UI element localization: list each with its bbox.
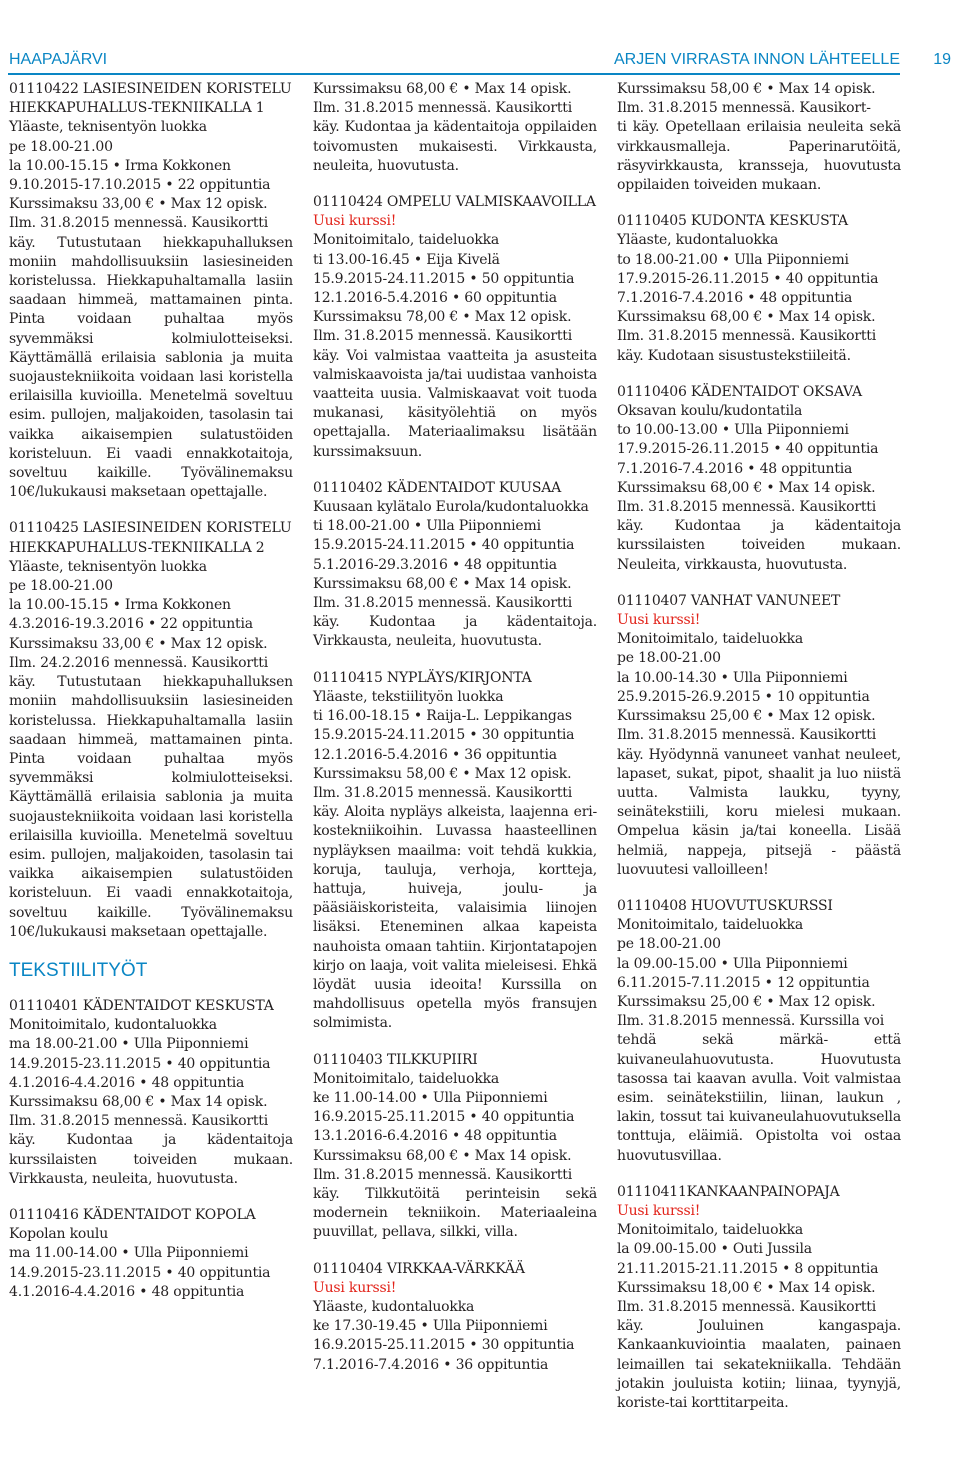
course-detail-line: Kurssimaksu 18,00 € • Max 14 opisk.	[617, 1279, 876, 1296]
course-detail-line: 17.9.2015-26.11.2015 • 40 oppituntia	[617, 441, 879, 458]
course-detail-line: Monitoimitalo, kudontaluokka	[9, 1017, 217, 1034]
course-detail-line: Monitoimitalo, taideluokka	[617, 917, 804, 934]
course-detail-line: Ilm. 31.8.2015 mennessä. Kausikortti	[617, 727, 876, 744]
course-detail-line: ke 11.00-14.00 • Ulla Piiponniemi	[313, 1089, 548, 1106]
course-description: käy. Kudontaa ja kädentaitoja oppilaiden toivomusten mukaisesti. Virkkausta, neuleita, huovutusta.	[313, 119, 597, 174]
course-detail-line: 7.1.2016-7.4.2016 • 48 oppituntia	[617, 460, 853, 477]
course-detail-line: Kurssimaksu 68,00 € • Max 14 opisk.	[313, 1147, 572, 1164]
course-detail-line: Monitoimitalo, taideluokka	[617, 1222, 804, 1239]
course-description: käy. Kudotaan sisustustekstiileitä.	[617, 347, 851, 364]
page-header	[9, 50, 951, 72]
course-detail-line: Yläaste, kudontaluokka	[617, 232, 779, 249]
course-detail-line: 25.9.2015-26.9.2015 • 10 oppituntia	[617, 688, 870, 705]
course-detail-line: Monitoimitalo, taideluokka	[617, 631, 804, 648]
course-detail-line: Ilm. 31.8.2015 mennessä. Kausikortti	[313, 1166, 572, 1183]
course-detail-line: Monitoimitalo, taideluokka	[313, 232, 500, 249]
course-detail-line: la 10.00-14.30 • Ulla Piiponniemi	[617, 669, 848, 686]
course-listing	[617, 592, 901, 880]
course-detail-line: pe 18.00-21.00	[617, 936, 721, 953]
course-detail-line: Ilm. 31.8.2015 mennessä. Kausikortti	[313, 100, 572, 117]
course-detail-line: la 10.00-15.15 • Irma Kokkonen	[9, 157, 231, 174]
course-detail-line: Kuusaan kylätalo Eurola/kudontaluokka	[313, 499, 589, 516]
course-description: ti käy. Opetellaan erilaisia neuleita sekä virkkausmalleja. Paperinarutöitä, räsyvirkkausta, kransseja, huovutusta oppilaiden toiveiden mukaan.	[617, 119, 901, 194]
course-detail-line: la 10.00-15.15 • Irma Kokkonen	[9, 597, 231, 614]
course-description: käy. Kudontaa ja kädentaitoja kurssilaisten toiveiden mukaan. Neuleita, virkkausta, huovutusta.	[617, 518, 901, 573]
course-listing	[313, 669, 597, 1034]
course-detail-line: Ilm. 31.8.2015 mennessä. Kausikortti	[9, 1113, 268, 1130]
course-listing	[313, 1260, 597, 1375]
course-detail-line: Monitoimitalo, taideluokka	[313, 1070, 500, 1087]
column-2	[313, 80, 597, 1392]
course-description: käy. Aloita nypläys alkeista, laajenna eri-kostekniikoihin. Luvassa haasteellinen nypläyksen maailma: voit tehdä kukkia, koruja, tauluja, verhoja, kortteja, hattuja, huiveja, joulu- ja pääsiäiskoristeita, valaisimia liinojen lisäksi. Eteneminen alkaa kapeista nauhoista omaan tahtiin. Kirjontatapojen kirjo on laaja, voit valita mieleisesi. Ehkä löydät uusia ideoita! Kurssilla on mahdollisuus opetella myös fransujen solmimista.	[313, 804, 597, 1032]
new-course-badge: Uusi kurssi!	[617, 612, 701, 629]
course-detail-line: Ilm. 31.8.2015 mennessä. Kurssilla voi	[617, 1013, 885, 1030]
course-title: 01110401 KÄDENTAIDOT KESKUSTA	[9, 997, 274, 1014]
course-title: 01110408 HUOVUTUSKURSSI	[617, 897, 833, 914]
course-listing	[617, 897, 901, 1166]
course-detail-line: 6.11.2015-7.11.2015 • 12 oppituntia	[617, 974, 870, 991]
course-detail-line: Kurssimaksu 68,00 € • Max 14 opisk.	[617, 479, 876, 496]
course-detail-line: 15.9.2015-24.11.2015 • 50 oppituntia	[313, 270, 575, 287]
course-detail-line: 9.10.2015-17.10.2015 • 22 oppituntia	[9, 177, 271, 194]
course-detail-line: 14.9.2015-23.11.2015 • 40 oppituntia	[9, 1055, 271, 1072]
course-detail-line: 13.1.2016-6.4.2016 • 48 oppituntia	[313, 1128, 557, 1145]
course-listing	[9, 519, 293, 941]
course-listing	[617, 383, 901, 575]
course-listing	[617, 1183, 901, 1413]
course-detail-line: Ilm. 31.8.2015 mennessä. Kausikortti	[617, 1298, 876, 1315]
course-detail-line: 16.9.2015-25.11.2015 • 30 oppituntia	[313, 1337, 575, 1354]
course-detail-line: to 10.00-13.00 • Ulla Piiponniemi	[617, 422, 849, 439]
course-detail-line: 15.9.2015-24.11.2015 • 40 oppituntia	[313, 537, 575, 554]
course-detail-line: Kurssimaksu 68,00 € • Max 14 opisk.	[9, 1093, 268, 1110]
course-description: tehdä sekä märkä- että kuivaneulahuovutusta. Huovutusta tasossa tai kaavan avulla. Voit valmistaa esim. seinätekstiilin, liinan, laukun , lakin, tossut tai kuivaneulahuovutuksella tonttuja, eläimiä. Opistolta voi ostaa huovutusvillaa.	[617, 1032, 901, 1164]
column-1	[9, 80, 293, 1319]
course-detail-line: Kurssimaksu 58,00 € • Max 12 opisk.	[313, 765, 572, 782]
course-listing	[617, 212, 901, 366]
course-title: 01110405 KUDONTA KESKUSTA	[617, 213, 848, 230]
section-heading: TEKSTIILITYÖT	[9, 959, 148, 981]
course-description: käy. Kudontaa ja kädentaitoja. Virkkausta, neuleita, huovutusta.	[313, 614, 597, 650]
new-course-badge: Uusi kurssi!	[313, 1279, 397, 1296]
course-detail-line: Ilm. 31.8.2015 mennessä. Kausikort-	[617, 100, 871, 117]
course-detail-line: 21.11.2015-21.11.2015 • 8 oppituntia	[617, 1260, 879, 1277]
course-description: käy. Tilkkutöitä perinteisin sekä modernein tekniikoin. Materiaaleina puuvillat, pellava, silkki, villa.	[313, 1185, 597, 1241]
course-listing	[9, 1206, 293, 1302]
course-listing	[617, 80, 901, 195]
course-detail-line: ma 18.00-21.00 • Ulla Piiponniemi	[9, 1036, 249, 1053]
page-number: 19	[933, 51, 951, 68]
course-detail-line: 12.1.2016-5.4.2016 • 60 oppituntia	[313, 290, 557, 307]
course-detail-line: 4.3.2016-19.3.2016 • 22 oppituntia	[9, 616, 253, 633]
course-detail-line: 15.9.2015-24.11.2015 • 30 oppituntia	[313, 727, 575, 744]
course-description: käy. Tutustutaan hiekkapuhalluksen moniin mahdollisuuksiin lasiesineiden koristelussa. Hiekkapuhaltamalla lasiin saadaan himmeä, mattamainen pinta. Pinta voidaan puhaltaa myös syvemmäksi kolmiulotteiseksi. Käyttämällä erilaisia sablonia ja muita suojaustekniikoita voidaan lasi koristella erilaisilla kuvioilla. Menetelmä soveltuu esim. pullojen, maljakoiden, tasolasin tai vaikka aikaisempien sulatustöiden koristeluun. Ei vaadi ennakkotaitoja, soveltuu kaikille. Työvälinemaksu 10€/lukukausi maksetaan opettajalle.	[9, 674, 293, 940]
course-title: 01110425 LASIESINEIDEN KORISTELU HIEKKAPUHALLUS-TEKNIIKALLA 2	[9, 520, 292, 556]
course-title: 01110404 VIRKKAA-VÄRKKÄÄ	[313, 1260, 525, 1277]
course-detail-line: Kurssimaksu 68,00 € • Max 14 opisk.	[313, 575, 572, 592]
course-detail-line: 4.1.2016-4.4.2016 • 48 oppituntia	[9, 1283, 245, 1300]
course-detail-line: Ilm. 31.8.2015 mennessä. Kausikortti	[313, 595, 572, 612]
course-detail-line: Kurssimaksu 68,00 € • Max 14 opisk.	[617, 309, 876, 326]
course-detail-line: Oksavan koulu/kudontatila	[617, 403, 803, 420]
course-detail-line: 16.9.2015-25.11.2015 • 40 oppituntia	[313, 1109, 575, 1126]
course-detail-line: la 09.00-15.00 • Ulla Piiponniemi	[617, 955, 848, 972]
course-detail-line: 4.1.2016-4.4.2016 • 48 oppituntia	[9, 1074, 245, 1091]
course-title: 01110424 OMPELU VALMISKAAVOILLA	[313, 194, 596, 211]
course-detail-line: Kurssimaksu 25,00 € • Max 12 opisk.	[617, 708, 876, 725]
course-detail-line: Yläaste, teknisentyön luokka	[9, 119, 207, 136]
course-description: käy. Tutustutaan hiekkapuhalluksen moniin mahdollisuuksiin lasiesineiden koristelussa. Hiekkapuhaltamalla lasiin saadaan himmeä, mattamainen pinta. Pinta voidaan puhaltaa myös syvemmäksi kolmiulotteiseksi. Käyttämällä erilaisia sablonia ja muita suojaustekniikoita voidaan lasi koristella erilaisilla kuvioilla. Menetelmä soveltuu esim. pullojen, maljakoiden, tasolasin tai vaikka aikaisempien sulatustöiden koristeluun. Ei vaadi ennakkotaitoja, soveltuu kaikille. Työvälinemaksu 10€/lukukausi maksetaan opettajalle.	[9, 234, 293, 501]
course-listing	[313, 80, 597, 176]
course-detail-line: Yläaste, kudontaluokka	[313, 1298, 475, 1315]
course-detail-line: 7.1.2016-7.4.2016 • 36 oppituntia	[313, 1356, 549, 1373]
header-location: HAAPAJÄRVI	[9, 51, 108, 68]
course-detail-line: ti 16.00-18.15 • Raija-L. Leppikangas	[313, 708, 572, 725]
course-title: 01110416 KÄDENTAIDOT KOPOLA	[9, 1206, 256, 1223]
course-detail-line: la 09.00-15.00 • Outi Jussila	[617, 1241, 812, 1258]
course-detail-line: Yläaste, tekstiilityön luokka	[313, 688, 504, 705]
course-detail-line: Ilm. 24.2.2016 mennessä. Kausikortti	[9, 654, 268, 671]
header-slogan: ARJEN VIRRASTA INNON LÄHTEELLE	[614, 51, 900, 68]
course-listing	[313, 479, 597, 652]
course-detail-line: ke 17.30-19.45 • Ulla Piiponniemi	[313, 1318, 548, 1335]
course-detail-line: to 18.00-21.00 • Ulla Piiponniemi	[617, 251, 849, 268]
course-detail-line: Kurssimaksu 33,00 € • Max 12 opisk.	[9, 196, 268, 213]
course-detail-line: Kopolan koulu	[9, 1226, 109, 1243]
course-detail-line: 5.1.2016-29.3.2016 • 48 oppituntia	[313, 556, 557, 573]
new-course-badge: Uusi kurssi!	[617, 1202, 701, 1219]
course-detail-line: Ilm. 31.8.2015 mennessä. Kausikortti	[617, 328, 876, 345]
course-title: 01110415 NYPLÄYS/KIRJONTA	[313, 669, 532, 686]
course-detail-line: Ilm. 31.8.2015 mennessä. Kausikortti	[617, 499, 876, 516]
course-listing	[313, 1051, 597, 1243]
course-title: 01110402 KÄDENTAIDOT KUUSAA	[313, 479, 562, 496]
course-title: 01110406 KÄDENTAIDOT OKSAVA	[617, 383, 862, 400]
course-listing	[9, 997, 293, 1189]
new-course-badge: Uusi kurssi!	[313, 213, 397, 230]
course-detail-line: ma 11.00-14.00 • Ulla Piiponniemi	[9, 1245, 249, 1262]
course-detail-line: Yläaste, teknisentyön luokka	[9, 558, 207, 575]
course-listing	[313, 193, 597, 462]
course-detail-line: pe 18.00-21.00	[9, 578, 113, 595]
course-title: 01110411KANKAANPAINOPAJA	[617, 1183, 840, 1200]
course-detail-line: pe 18.00-21.00	[617, 650, 721, 667]
course-detail-line: Kurssimaksu 68,00 € • Max 14 opisk.	[313, 81, 572, 97]
course-detail-line: Ilm. 31.8.2015 mennessä. Kausikortti	[313, 328, 572, 345]
course-detail-line: ti 18.00-21.00 • Ulla Piiponniemi	[313, 518, 541, 535]
header-rule	[8, 73, 900, 75]
course-detail-line: 17.9.2015-26.11.2015 • 40 oppituntia	[617, 270, 879, 287]
course-detail-line: Kurssimaksu 58,00 € • Max 14 opisk.	[617, 81, 876, 97]
course-description: käy. Jouluinen kangaspaja. Kankaankuviointia maalaten, painaen leimaillen tai sekatekniikalla. Tehdään jotakin jouluista kotiin; liinaa, tyynyjä, koriste-tai korttitarpeita.	[617, 1318, 901, 1411]
course-description: käy. Kudontaa ja kädentaitoja kurssilaisten toiveiden mukaan. Virkkausta, neuleita, huovutusta.	[9, 1132, 293, 1187]
course-description: käy. Hyödynnä vanuneet vanhat neuleet, lapaset, sukat, pipot, shaalit ja luo niistä uutta. Valmista laukku, tyyny, seinätekstiili, koru mielesi mukaan. Ompelua käsin ja/tai koneella. Lisää helmiä, nappeja, pitsejä - päästä luovuutesi valloilleen!	[617, 746, 901, 878]
course-detail-line: 12.1.2016-5.4.2016 • 36 oppituntia	[313, 746, 557, 763]
course-listing	[9, 80, 293, 502]
course-detail-line: Ilm. 31.8.2015 mennessä. Kausikortti	[313, 784, 572, 801]
course-detail-line: ti 13.00-16.45 • Eija Kivelä	[313, 251, 500, 268]
course-detail-line: pe 18.00-21.00	[9, 138, 113, 155]
course-description: käy. Voi valmistaa vaatteita ja asusteita valmiskaavoista ja/tai uudistaa vanhoista vaatteita uusia. Valmiskaavat voit tuoda mukanasi, käsityölehtiä on myös opettajalla. Materiaalimaksu lisätään kurssimaksuun.	[313, 347, 597, 460]
course-title: 01110403 TILKKUPIIRI	[313, 1051, 478, 1068]
course-title: 01110422 LASIESINEIDEN KORISTELU HIEKKAPUHALLUS-TEKNIIKALLA 1	[9, 81, 292, 117]
course-title: 01110407 VANHAT VANUNEET	[617, 592, 841, 609]
course-detail-line: Kurssimaksu 25,00 € • Max 12 opisk.	[617, 993, 876, 1010]
course-detail-line: Ilm. 31.8.2015 mennessä. Kausikortti	[9, 215, 268, 232]
column-3	[617, 80, 901, 1430]
course-detail-line: Kurssimaksu 78,00 € • Max 12 opisk.	[313, 309, 572, 326]
course-detail-line: 14.9.2015-23.11.2015 • 40 oppituntia	[9, 1264, 271, 1281]
course-detail-line: 7.1.2016-7.4.2016 • 48 oppituntia	[617, 290, 853, 307]
course-detail-line: Kurssimaksu 33,00 € • Max 12 opisk.	[9, 635, 268, 652]
